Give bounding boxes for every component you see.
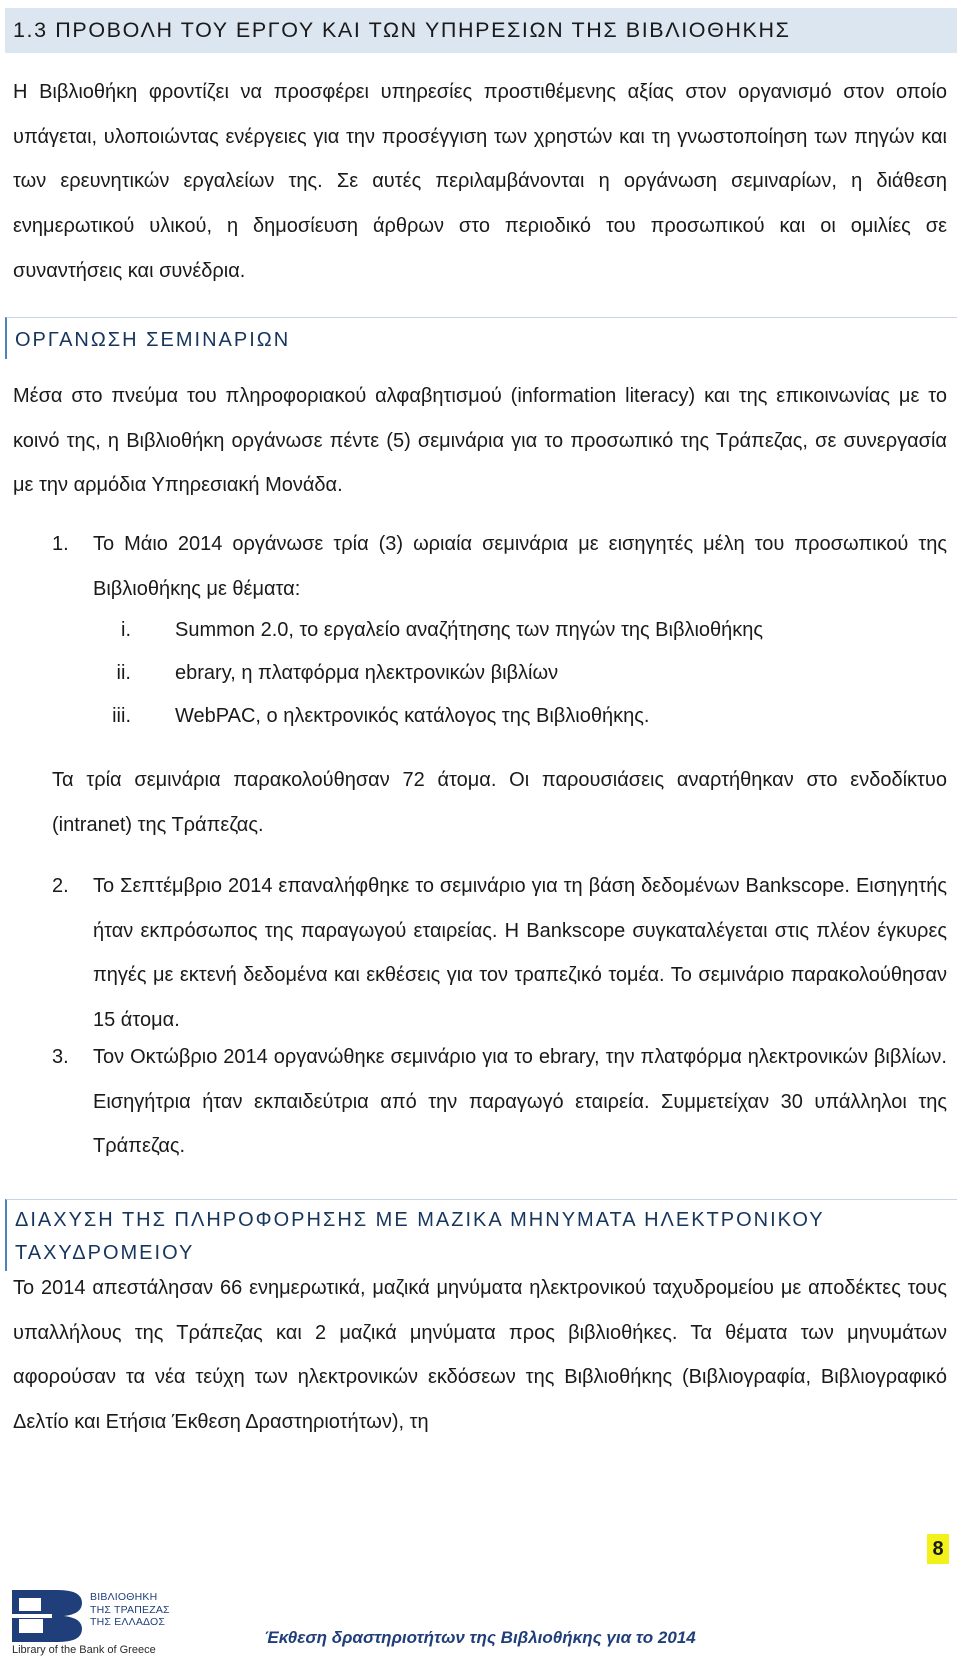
sub-item-number: ii. xyxy=(116,662,131,684)
sub-item-text: WebPAC, ο ηλεκτρονικός κατάλογος της Βιβλιοθήκης. xyxy=(175,705,650,727)
logo-line: ΒΙΒΛΙΟΘΗΚΗ xyxy=(90,1591,158,1603)
section-heading: 1.3 ΠΡΟΒΟΛΗ ΤΟΥ ΕΡΓΟΥ ΚΑΙ ΤΩΝ ΥΠΗΡΕΣΙΩΝ ΤΗΣ ΒΙΒΛΙΟΘΗΚΗΣ xyxy=(5,8,957,53)
logo-line: ΤΗΣ ΤΡΑΠΕΖΑΣ xyxy=(90,1603,170,1616)
sub-item-text: Summon 2.0, το εργαλείο αναζήτησης των πηγών της Βιβλιοθήκης xyxy=(175,619,764,641)
page-number: 8 xyxy=(927,1534,949,1564)
seminars-intro-paragraph: Μέσα στο πνεύμα του πληροφοριακού αλφαβητισμού (information literacy) και της επικοινωνίας με το κοινό της, η Βιβλιοθήκη οργάνωσε πέντε (5) σεμινάρια για το προσωπικό της Τράπεζας, σε συνεργασία με την αρμόδια Υπηρεσιακή Μονάδα. xyxy=(13,385,947,497)
page-footer: Έκθεση δραστηριοτήτων της Βιβλιοθήκης για το 2014 xyxy=(264,1628,696,1647)
seminar-item-1 xyxy=(52,522,947,611)
item-text: Το Σεπτέμβριο 2014 επαναλήφθηκε το σεμινάριο για τη βάση δεδομένων Bankscope. Εισηγητής ήταν εκπρόσωπος της παραγωγού εταιρείας. Η Bankscope συγκαταλέγεται στις πλέον έγκυρες πηγές με εκτενή δεδομένα και εκθέσεις για τον τραπεζικό τομέα. Το σεμινάριο παρακολούθησαν 15 άτομα. xyxy=(93,875,947,1032)
library-logo xyxy=(12,1590,212,1656)
logo-name xyxy=(90,1591,170,1629)
intro-paragraph: Η Βιβλιοθήκη φροντίζει να προσφέρει υπηρεσίες προστιθέμενης αξίας στον οργανισμό στον οποίο υπάγεται, υλοποιώντας ενέργειες για την προσέγγιση των χρηστών και τη γνωστοποίηση των πηγών και των ερευνητικών εργαλείων της. Σε αυτές περιλαμβάνονται η οργάνωση σεμιναρίων, η διάθεση ενημερωτικού υλικού, η δημοσίευση άρθρων στο περιοδικό του προσωπικού και οι ομιλίες σε συναντήσεις και συνέδρια. xyxy=(13,81,947,282)
bank-of-greece-library-logo-icon xyxy=(12,1590,82,1642)
item-number: 2. xyxy=(52,875,69,897)
sub-item-1 xyxy=(95,608,795,653)
seminar-item-3 xyxy=(52,1035,947,1169)
sub-item-2 xyxy=(95,651,795,696)
sub-item-3 xyxy=(95,694,795,739)
item-text: Τον Οκτώβριο 2014 οργανώθηκε σεμινάριο για το ebrary, την πλατφόρμα ηλεκτρονικών βιβλίων. Εισηγήτρια ήταν εκπαιδεύτρια από την παραγωγό εταιρεία. Συμμετείχαν 30 υπάλληλοι της Τράπεζας. xyxy=(93,1046,947,1158)
seminars-heading: ΟΡΓΑΝΩΣΗ ΣΕΜΙΝΑΡΙΩΝ xyxy=(5,317,957,359)
logo-subtitle: Library of the Bank of Greece xyxy=(12,1644,156,1656)
sub-item-text: ebrary, η πλατφόρμα ηλεκτρονικών βιβλίων xyxy=(175,662,559,684)
seminar-item-1-summary: Τα τρία σεμινάρια παρακολούθησαν 72 άτομα. Οι παρουσιάσεις αναρτήθηκαν στο ενδοδίκτυο (intranet) της Τράπεζας. xyxy=(52,769,947,836)
email-paragraph: Το 2014 απεστάλησαν 66 ενημερωτικά, μαζικά μηνύματα ηλεκτρονικού ταχυδρομείου με αποδέκτες τους υπαλλήλους της Τράπεζας και 2 μαζικά μηνύματα προς βιβλιοθήκες. Τα θέματα των μηνυμάτων αφορούσαν τα νέα τεύχη των ηλεκτρονικών εκδόσεων της Βιβλιοθήκης (Βιβλιογραφία, Βιβλιογραφικό Δελτίο και Ετήσια Έκθεση Δραστηριοτήτων), τη xyxy=(13,1277,947,1434)
item-number: 3. xyxy=(52,1046,69,1068)
item-number: 1. xyxy=(52,533,69,555)
sub-item-number: i. xyxy=(121,619,131,641)
seminar-item-2 xyxy=(52,864,947,1043)
logo-line: ΤΗΣ ΕΛΛΑΔΟΣ xyxy=(90,1616,166,1628)
email-heading: ΔΙΑΧΥΣΗ ΤΗΣ ΠΛΗΡΟΦΟΡΗΣΗΣ ΜΕ ΜΑΖΙΚΑ ΜΗΝΥΜΑΤΑ ΗΛΕΚΤΡΟΝΙΚΟΥ ΤΑΧΥΔΡΟΜΕΙΟΥ xyxy=(5,1199,957,1271)
sub-item-number: iii. xyxy=(112,705,131,727)
item-text: Το Μάιο 2014 οργάνωσε τρία (3) ωριαία σεμινάρια με εισηγητές μέλη του προσωπικού της Βιβλιοθήκης με θέματα: xyxy=(93,533,947,600)
